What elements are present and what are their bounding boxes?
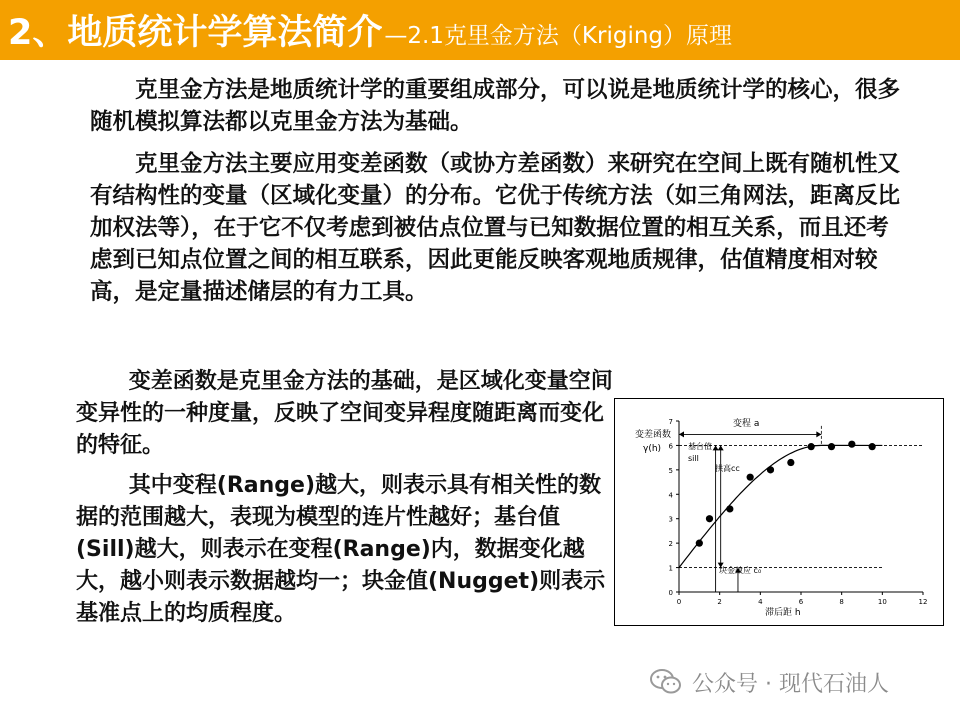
x-tick-label: 8 xyxy=(839,598,844,606)
nugget-label: 块金效应 c₀ xyxy=(719,566,762,575)
data-point xyxy=(706,515,713,522)
data-point xyxy=(747,474,754,481)
y-tick-label: 6 xyxy=(668,442,673,451)
partial-sill-arrow-head xyxy=(718,445,724,450)
x-tick-label: 4 xyxy=(758,598,763,606)
page-subtitle: —2.1克里金方法（Kriging）原理 xyxy=(384,22,733,49)
y-tick-label: 0 xyxy=(668,589,673,597)
partial-sill-label: 拱高cc xyxy=(715,464,740,473)
sill-label-en: sill xyxy=(688,454,699,463)
watermark xyxy=(650,664,889,700)
page-title: 2、地质统计学算法简介 xyxy=(8,13,383,53)
y-axis-label-2: γ(h) xyxy=(643,444,662,454)
variogram-paragraph: 变差函数是克里金方法的基础，是区域化变量空间变异性的一种度量，反映了空间变异程度随距离而变化的特征。 xyxy=(76,369,613,458)
data-point xyxy=(848,441,855,448)
y-tick-label: 3 xyxy=(668,515,673,524)
y-axis-label-1: 变差函数 xyxy=(635,430,672,440)
x-tick-label: 6 xyxy=(798,598,804,606)
x-tick-label: 2 xyxy=(717,598,722,606)
range-label: 变程 a xyxy=(733,419,760,429)
data-point xyxy=(787,459,794,466)
y-tick-label: 7 xyxy=(668,418,673,426)
variogram-chart-svg xyxy=(615,399,945,627)
data-point xyxy=(828,443,835,450)
data-point xyxy=(808,443,815,450)
range-arrow-head-left xyxy=(679,431,684,437)
data-point xyxy=(726,505,733,512)
kriging-paragraph: 克里金方法主要应用变差函数（或协方差函数）来研究在空间上既有随机性又有结构性的变量（区域化变量）的分布。它优于传统方法（如三角网法，距离反比加权法等），在于它不仅考虑到被估点位置与已知数据位置的相互关系，而且还考虑到已知点位置之间的相互联系，因此更能反映客观地质规律，估值精度相对较高，是定量描述储层的有力工具。 xyxy=(90,151,901,305)
y-tick-label: 4 xyxy=(668,491,673,500)
range-sill-nugget-paragraph: 其中变程(Range)越大，则表示具有相关性的数据的范围越大，表现为模型的连片性越好；基台值(Sill)越大，则表示在变程(Range)内，数据变化越大，越小则表示数据越均一；块金值(Nugget)则表示基准点上的均质程度。 xyxy=(76,473,606,626)
data-point xyxy=(869,443,876,450)
wechat-icon xyxy=(650,668,682,696)
y-tick-label: 2 xyxy=(668,540,673,549)
sill-arrow-head xyxy=(713,445,719,450)
x-tick-label: 12 xyxy=(918,598,928,606)
variogram-model-curve xyxy=(679,445,882,567)
title-bar xyxy=(0,0,960,60)
range-arrow-head-right xyxy=(816,431,821,437)
x-tick-label: 10 xyxy=(877,598,887,606)
y-tick-label: 5 xyxy=(668,466,673,475)
data-point xyxy=(696,540,703,547)
x-tick-label: 0 xyxy=(676,598,682,606)
intro-paragraph: 克里金方法是地质统计学的重要组成部分，可以说是地质统计学的核心，很多随机模拟算法都以克里金方法为基础。 xyxy=(90,77,901,135)
variogram-chart xyxy=(614,398,944,626)
y-tick-label: 1 xyxy=(668,564,673,573)
x-axis-label: 滞后距 h xyxy=(765,608,801,618)
sill-label: 基台值 xyxy=(688,442,712,451)
watermark-text: 公众号 · 现代石油人 xyxy=(692,671,889,697)
data-point xyxy=(767,466,774,473)
